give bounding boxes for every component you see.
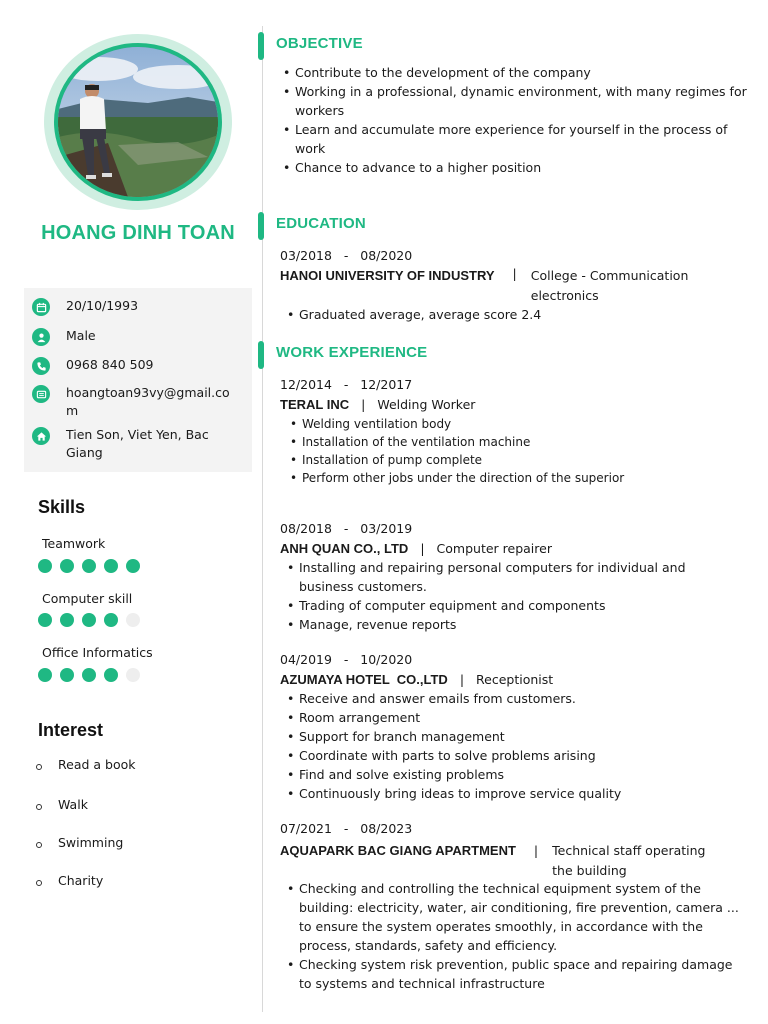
rating-dot-empty [126, 668, 140, 682]
objective-heading: OBJECTIVE [276, 35, 363, 52]
address-row [24, 426, 252, 462]
job-line [280, 539, 552, 559]
rating-dot-filled [38, 559, 52, 573]
skill-label-teamwork: Teamwork [42, 536, 106, 551]
list-item: • Learn and accumulate more experience for yourself in the process of work [283, 120, 753, 158]
list-item: • Graduated average, average score 2.4 [287, 305, 747, 324]
list-item: • Checking and controlling the technical equipment system of the building: electricity, water, air conditioning, fire prevention, camera ... to ensure the system operates smoothly, in accordance with the process, standards, safety and efficiency. [287, 879, 743, 955]
work-heading: WORK EXPERIENCE [276, 344, 428, 361]
phone-icon [32, 357, 50, 375]
job-dates: 08/2018 - 03/2019 [280, 521, 413, 536]
email-text[interactable]: hoangtoan93vy@gmail.com [66, 385, 230, 418]
skill-rating-computer [38, 613, 140, 627]
company-name: AQUAPARK BAC GIANG APARTMENT [280, 843, 516, 858]
job-role: Computer repairer [436, 541, 552, 556]
skill-label-office: Office Informatics [42, 645, 153, 660]
avatar [58, 47, 218, 197]
job-duty-list [287, 689, 747, 803]
skill-rating-teamwork [38, 559, 140, 573]
circle-bullet-icon [36, 804, 42, 810]
list-item: • Find and solve existing problems [287, 765, 747, 784]
interest-label: Read a book [58, 757, 136, 772]
job-role: Technical staff operating the building [552, 843, 706, 878]
contact-panel [24, 288, 252, 472]
rating-dot-filled [38, 613, 52, 627]
avatar-ring [44, 34, 232, 210]
rating-dot-filled [60, 613, 74, 627]
avatar-frame [54, 43, 222, 201]
interest-label: Charity [58, 873, 104, 888]
interest-title: Interest [38, 720, 104, 740]
interest-item [36, 757, 135, 772]
skill-label-computer: Computer skill [42, 591, 133, 606]
list-item: • Checking system risk prevention, public space and repairing damage to systems and technical infrastructure [287, 955, 743, 993]
list-item: • Working in a professional, dynamic environment, with many regimes for workers [283, 82, 753, 120]
education-list [287, 305, 747, 324]
email-row [24, 384, 252, 420]
objective-list [283, 63, 753, 177]
education-line [280, 266, 711, 306]
birthdate-text: 20/10/1993 [66, 298, 139, 313]
list-item: • Installing and repairing personal computers for individual and business customers. [287, 558, 739, 596]
rating-dot-filled [60, 559, 74, 573]
skill-rating-office [38, 668, 140, 682]
list-item: • Installation of pump complete [290, 451, 750, 469]
education-heading: EDUCATION [276, 215, 366, 232]
list-item: • Continuously bring ideas to improve service quality [287, 784, 747, 803]
company-name: AZUMAYA HOTEL CO.,LTD [280, 672, 448, 687]
company-name: TERAL INC [280, 397, 350, 412]
interest-item [36, 797, 88, 812]
rating-dot-filled [60, 668, 74, 682]
list-item: • Perform other jobs under the direction of the superior [290, 469, 750, 487]
job-duty-list [287, 558, 739, 634]
education-dates: 03/2018 - 08/2020 [280, 248, 413, 263]
rating-dot-empty [126, 613, 140, 627]
list-item: • Chance to advance to a higher position [283, 158, 753, 177]
company-name: ANH QUAN CO., LTD [280, 541, 409, 556]
rating-dot-filled [104, 668, 118, 682]
education-marker [258, 212, 264, 240]
column-divider [262, 26, 263, 1012]
job-dates: 07/2021 - 08/2023 [280, 821, 413, 836]
job-role: Receptionist [476, 672, 554, 687]
education-major: College - Communication electronics [530, 268, 689, 303]
gender-row [24, 327, 252, 346]
interest-label: Swimming [58, 835, 124, 850]
sidebar [0, 0, 262, 1024]
list-item: • Coordinate with parts to solve problems arising [287, 746, 747, 765]
candidate-name: HOANG DINH TOAN [41, 222, 235, 244]
calendar-icon [32, 298, 50, 316]
separator: | [459, 672, 465, 687]
rating-dot-filled [82, 559, 96, 573]
home-icon [32, 427, 50, 445]
list-item: • Installation of the ventilation machine [290, 433, 750, 451]
school-name: HANOI UNIVERSITY OF INDUSTRY [280, 268, 495, 283]
job-dates: 04/2019 - 10/2020 [280, 652, 413, 667]
gender-text: Male [66, 328, 96, 343]
list-item: • Room arrangement [287, 708, 747, 727]
phone-row [24, 356, 252, 375]
phone-text: 0968 840 509 [66, 357, 154, 372]
separator: | [361, 397, 366, 412]
job-line [280, 395, 475, 415]
job-dates: 12/2014 - 12/2017 [280, 377, 413, 392]
interest-item [36, 835, 123, 850]
circle-bullet-icon [36, 764, 42, 770]
list-item: • Trading of computer equipment and components [287, 596, 739, 615]
circle-bullet-icon [36, 880, 42, 886]
birthdate-row [24, 297, 252, 316]
list-item: • Welding ventilation body [290, 415, 750, 433]
rating-dot-filled [38, 668, 52, 682]
separator: | [512, 266, 517, 281]
list-item: • Support for branch management [287, 727, 747, 746]
avatar-photo-image [58, 47, 218, 197]
address-text: Tien Son, Viet Yen, Bac Giang [66, 427, 209, 460]
job-line [280, 670, 553, 690]
list-item: • Contribute to the development of the company [283, 63, 753, 82]
interest-label: Walk [58, 797, 88, 812]
list-item: • Receive and answer emails from customers. [287, 689, 747, 708]
job-role: Welding Worker [377, 397, 476, 412]
interest-item [36, 873, 103, 888]
rating-dot-filled [82, 668, 96, 682]
rating-dot-filled [82, 613, 96, 627]
person-icon [32, 328, 50, 346]
job-duty-list [287, 879, 743, 993]
rating-dot-filled [126, 559, 140, 573]
objective-marker [258, 32, 264, 60]
job-line [280, 841, 728, 881]
work-marker [258, 341, 264, 369]
skills-title: Skills [38, 497, 86, 517]
email-icon [32, 385, 50, 403]
rating-dot-filled [104, 613, 118, 627]
rating-dot-filled [104, 559, 118, 573]
circle-bullet-icon [36, 842, 42, 848]
list-item: • Manage, revenue reports [287, 615, 739, 634]
job-duty-list [290, 415, 750, 487]
separator: | [533, 843, 539, 858]
separator: | [420, 541, 425, 556]
